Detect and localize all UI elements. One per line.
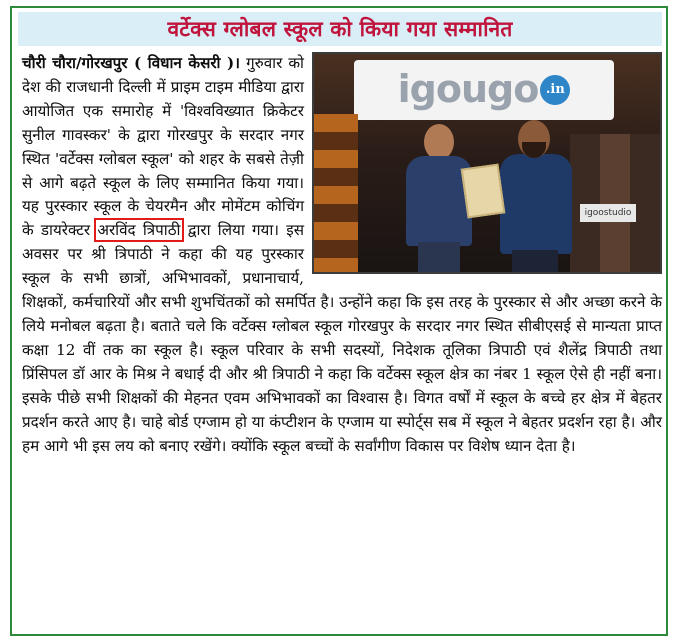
dateline: चौरी चौरा/गोरखपुर ( विधान केसरी )।: [22, 54, 240, 72]
stage-sponsor-tag: igoostudio: [580, 204, 636, 222]
sponsor-banner: [354, 60, 614, 120]
headline-bar: [18, 12, 662, 46]
article-text-part-1: गुरुवार को देश की राजधानी दिल्ली में प्राइम टाइम मीडिया द्वारा आयोजित एक समारोह में 'विश्वविख्यात क्रिकेटर सुनील गावस्कर' के द्वारा गोरखपुर के सरदार नगर स्थित 'वर्टेक्स ग्लोबल स्कूल' को शहर के सबसे तेज़ी से आगे बढ़ते स्कूल के लिए सम्मानित किया गया। यह पुरस्कार स्कूल के चेयरमैन और मोमेंटम कोचिंग के डायरेक्टर: [22, 54, 304, 240]
highlighted-name: अरविंद त्रिपाठी: [97, 221, 181, 240]
person-left-head: [424, 124, 454, 160]
sponsor-logo-text: igougo: [397, 67, 539, 112]
stage-backdrop-left: [314, 114, 358, 274]
event-photo: [312, 52, 662, 274]
person-right-legs: [512, 250, 558, 274]
person-left-legs: [418, 242, 460, 274]
sponsor-logo-badge: .in: [540, 75, 570, 105]
award-plaque: [461, 164, 506, 219]
article-body: [22, 52, 662, 458]
article-text-part-2: द्वारा लिया गया। इस अवसर पर श्री त्रिपाठी ने कहा की यह पुरस्कार स्कूल के सभी छात्रों, अभिभावकों, प्रधानाचार्य, शिक्षकों, कर्मचारियों और सभी शुभचिंतकों को समर्पित है। उन्होंने कहा कि इस तरह के पुरस्कार से और अच्छा करने के लिये मनोबल बढ़ता है। बताते चले कि वर्टेक्स ग्लोबल स्कूल गोरखपुर के सरदार नगर स्थित सीबीएसई से मान्यता प्राप्त कक्षा 12 वीं तक का स्कूल है। स्कूल परिवार के सभी सदस्यों, निदेशक तूलिका त्रिपाठी एवं शैलेंद्र त्रिपाठी तथा प्रिंसिपल डॉ आर के मिश्र ने बधाई दी और श्री त्रिपाठी ने कहा कि वर्टेक्स स्कूल क्षेत्र का नंबर 1 स्कूल ऐसे ही नहीं बना। इसके पीछे सभी शिक्षकों की मेहनत एवम अभिभावकों का विश्वास है। विगत वर्षों में स्कूल के बच्चे हर क्षेत्र में बेहतर प्रदर्शन करते आए है। चाहे बोर्ड एग्जाम हो या कंप्टीशन के एग्जाम या स्पोर्ट्स सब में स्कूल ने बेहतर प्रदर्शन रहा है। और हम आगे भी इस लय को बनाए रखेंगे। क्योंकि स्कूल बच्चों के सर्वांगीण विकास पर विशेष ध्यान देता है।: [22, 221, 662, 455]
person-right-body: [500, 154, 572, 254]
headline: वर्टेक्स ग्लोबल स्कूल को किया गया सम्मानित: [167, 17, 513, 41]
